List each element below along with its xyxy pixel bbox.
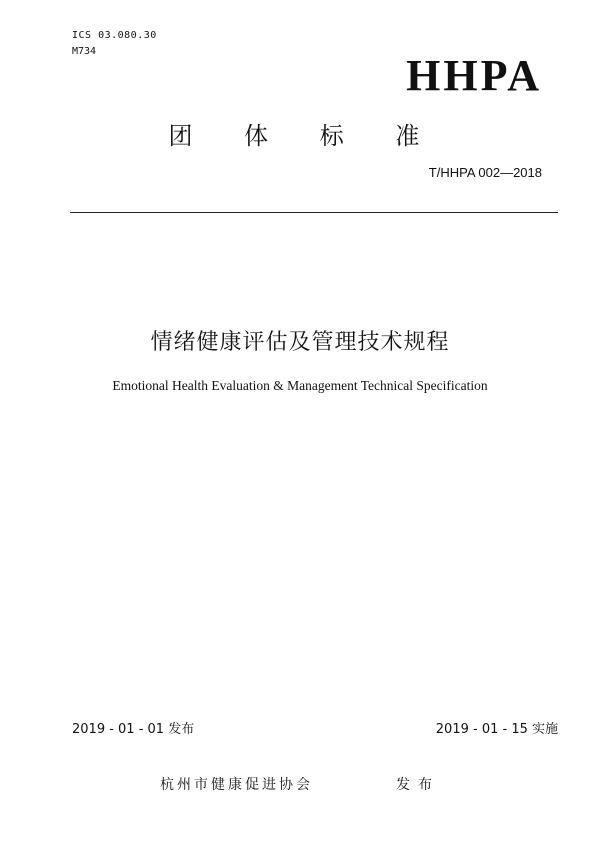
ics-number: ICS 03.080.30 [72, 30, 157, 41]
standard-type: 团 体 标 准 [168, 122, 442, 150]
brand-logo-text: HHPA [406, 51, 542, 100]
header-divider [70, 212, 558, 213]
document-title: 情绪健康评估及管理技术规程 [150, 330, 450, 355]
issue-label: 发布 [396, 777, 440, 793]
ccs-number: M734 [72, 46, 97, 57]
standard-code: T/HHPA 002—2018 [428, 165, 542, 180]
implement-date: 2019 - 01 - 15 实施 [435, 722, 558, 737]
publish-date: 2019 - 01 - 01 发布 [72, 722, 195, 737]
issuer-name: 杭州市健康促进协会 [160, 777, 313, 793]
document-subtitle-en: Emotional Health Evaluation & Management Technical Specification [112, 378, 488, 393]
